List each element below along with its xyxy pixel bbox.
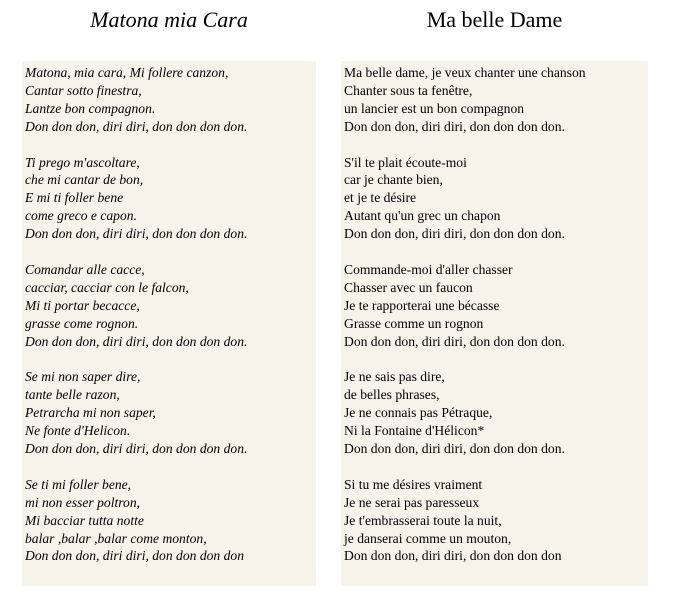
lyric-line: Je ne sais pas dire,: [344, 369, 445, 385]
lyric-line: E mi ti foller bene: [25, 190, 124, 206]
stanza-3: [344, 261, 648, 351]
refrain-line: Don don don, diri diri, don don don don.: [25, 226, 248, 242]
lyric-line: Ne fonte d'Helicon.: [25, 423, 131, 439]
lyric-line: Ni la Fontaine d'Hélicon*: [344, 423, 485, 439]
lyric-line: Cantar sotto finestra,: [25, 82, 142, 98]
lyric-line: S'il te plait écoute-moi: [344, 154, 467, 170]
lyric-line: Grasse comme un rognon: [344, 315, 484, 331]
lyric-line: Mi bacciar tutta notte: [25, 512, 144, 528]
lyric-line: Mi ti portar becacce,: [25, 297, 140, 313]
italian-title: Matona mia Cara: [90, 7, 248, 32]
lyric-line: Se mi non saper dire,: [25, 369, 141, 385]
lyric-line: Autant qu'un grec un chapon: [344, 208, 501, 224]
refrain-line: Don don don, diri diri, don don don don.: [344, 118, 565, 134]
lyric-line: Petrarcha mi non saper,: [25, 405, 156, 421]
refrain-line: Don don don, diri diri, don don don don.: [344, 333, 565, 349]
refrain-line: Don don don, diri diri, don don don don.: [25, 440, 248, 456]
lyric-line: et je te désire: [344, 190, 417, 206]
stanza-5: [25, 476, 316, 566]
lyric-line: Si tu me désires vraiment: [344, 476, 483, 492]
stanza-5: [344, 476, 648, 566]
lyric-line: Ma belle dame, je veux chanter une chanson: [344, 65, 586, 80]
lyric-line: Je ne serai pas paresseux: [344, 494, 480, 510]
refrain-line: Don don don, diri diri, don don don don.: [344, 440, 565, 456]
stanza-4: [344, 368, 648, 458]
lyric-line: je danserai comme un mouton,: [344, 530, 512, 546]
lyric-line: Lantze bon compagnon.: [25, 100, 156, 116]
stanza-3: [25, 261, 316, 351]
lyric-line: Chasser avec un faucon: [344, 279, 473, 295]
lyric-line: un lancier est un bon compagnon: [344, 100, 525, 116]
stanza-1: [344, 64, 648, 136]
lyric-line: Comandar alle cacce,: [25, 261, 145, 277]
refrain-line: Don don don, diri diri, don don don don.: [25, 118, 248, 134]
stanza-4: [25, 368, 316, 458]
stanza-2: [344, 154, 648, 244]
lyric-line: mi non esser poltron,: [25, 494, 141, 510]
lyric-line: car je chante bien,: [344, 172, 443, 188]
lyric-line: Se ti mi foller bene,: [25, 476, 132, 492]
lyric-line: Matona, mia cara, Mi follere canzon,: [25, 65, 229, 80]
italian-lyrics-panel: [22, 61, 316, 586]
lyric-line: balar ,balar ,balar come monton,: [25, 530, 207, 546]
lyric-line: grasse come rognon.: [25, 315, 139, 331]
lyric-line: Ti prego m'ascoltare,: [25, 154, 140, 170]
refrain-line: Don don don, diri diri, don don don don.: [344, 226, 565, 242]
stanza-1: [25, 64, 316, 136]
refrain-line: Don don don, diri diri, don don don don: [344, 548, 562, 564]
lyric-line: Commande-moi d'aller chasser: [344, 261, 513, 277]
lyric-line: come greco e capon.: [25, 208, 137, 224]
lyric-line: Chanter sous ta fenêtre,: [344, 82, 473, 98]
french-title: Ma belle Dame: [426, 7, 563, 32]
lyric-line: Je te rapporterai une bécasse: [344, 297, 500, 313]
lyric-line: de belles phrases,: [344, 387, 440, 403]
french-lyrics-panel: [341, 61, 648, 586]
refrain-line: Don don don, diri diri, don don don don: [25, 548, 245, 564]
refrain-line: Don don don, diri diri, don don don don.: [25, 333, 248, 349]
lyric-line: Je t'embrasserai toute la nuit,: [344, 512, 502, 528]
lyric-line: tante belle razon,: [25, 387, 120, 403]
stanza-2: [25, 154, 316, 244]
lyric-line: che mi cantar de bon,: [25, 172, 144, 188]
lyric-line: Je ne connais pas Pétraque,: [344, 405, 493, 421]
lyric-line: cacciar, cacciar con le falcon,: [25, 279, 189, 295]
